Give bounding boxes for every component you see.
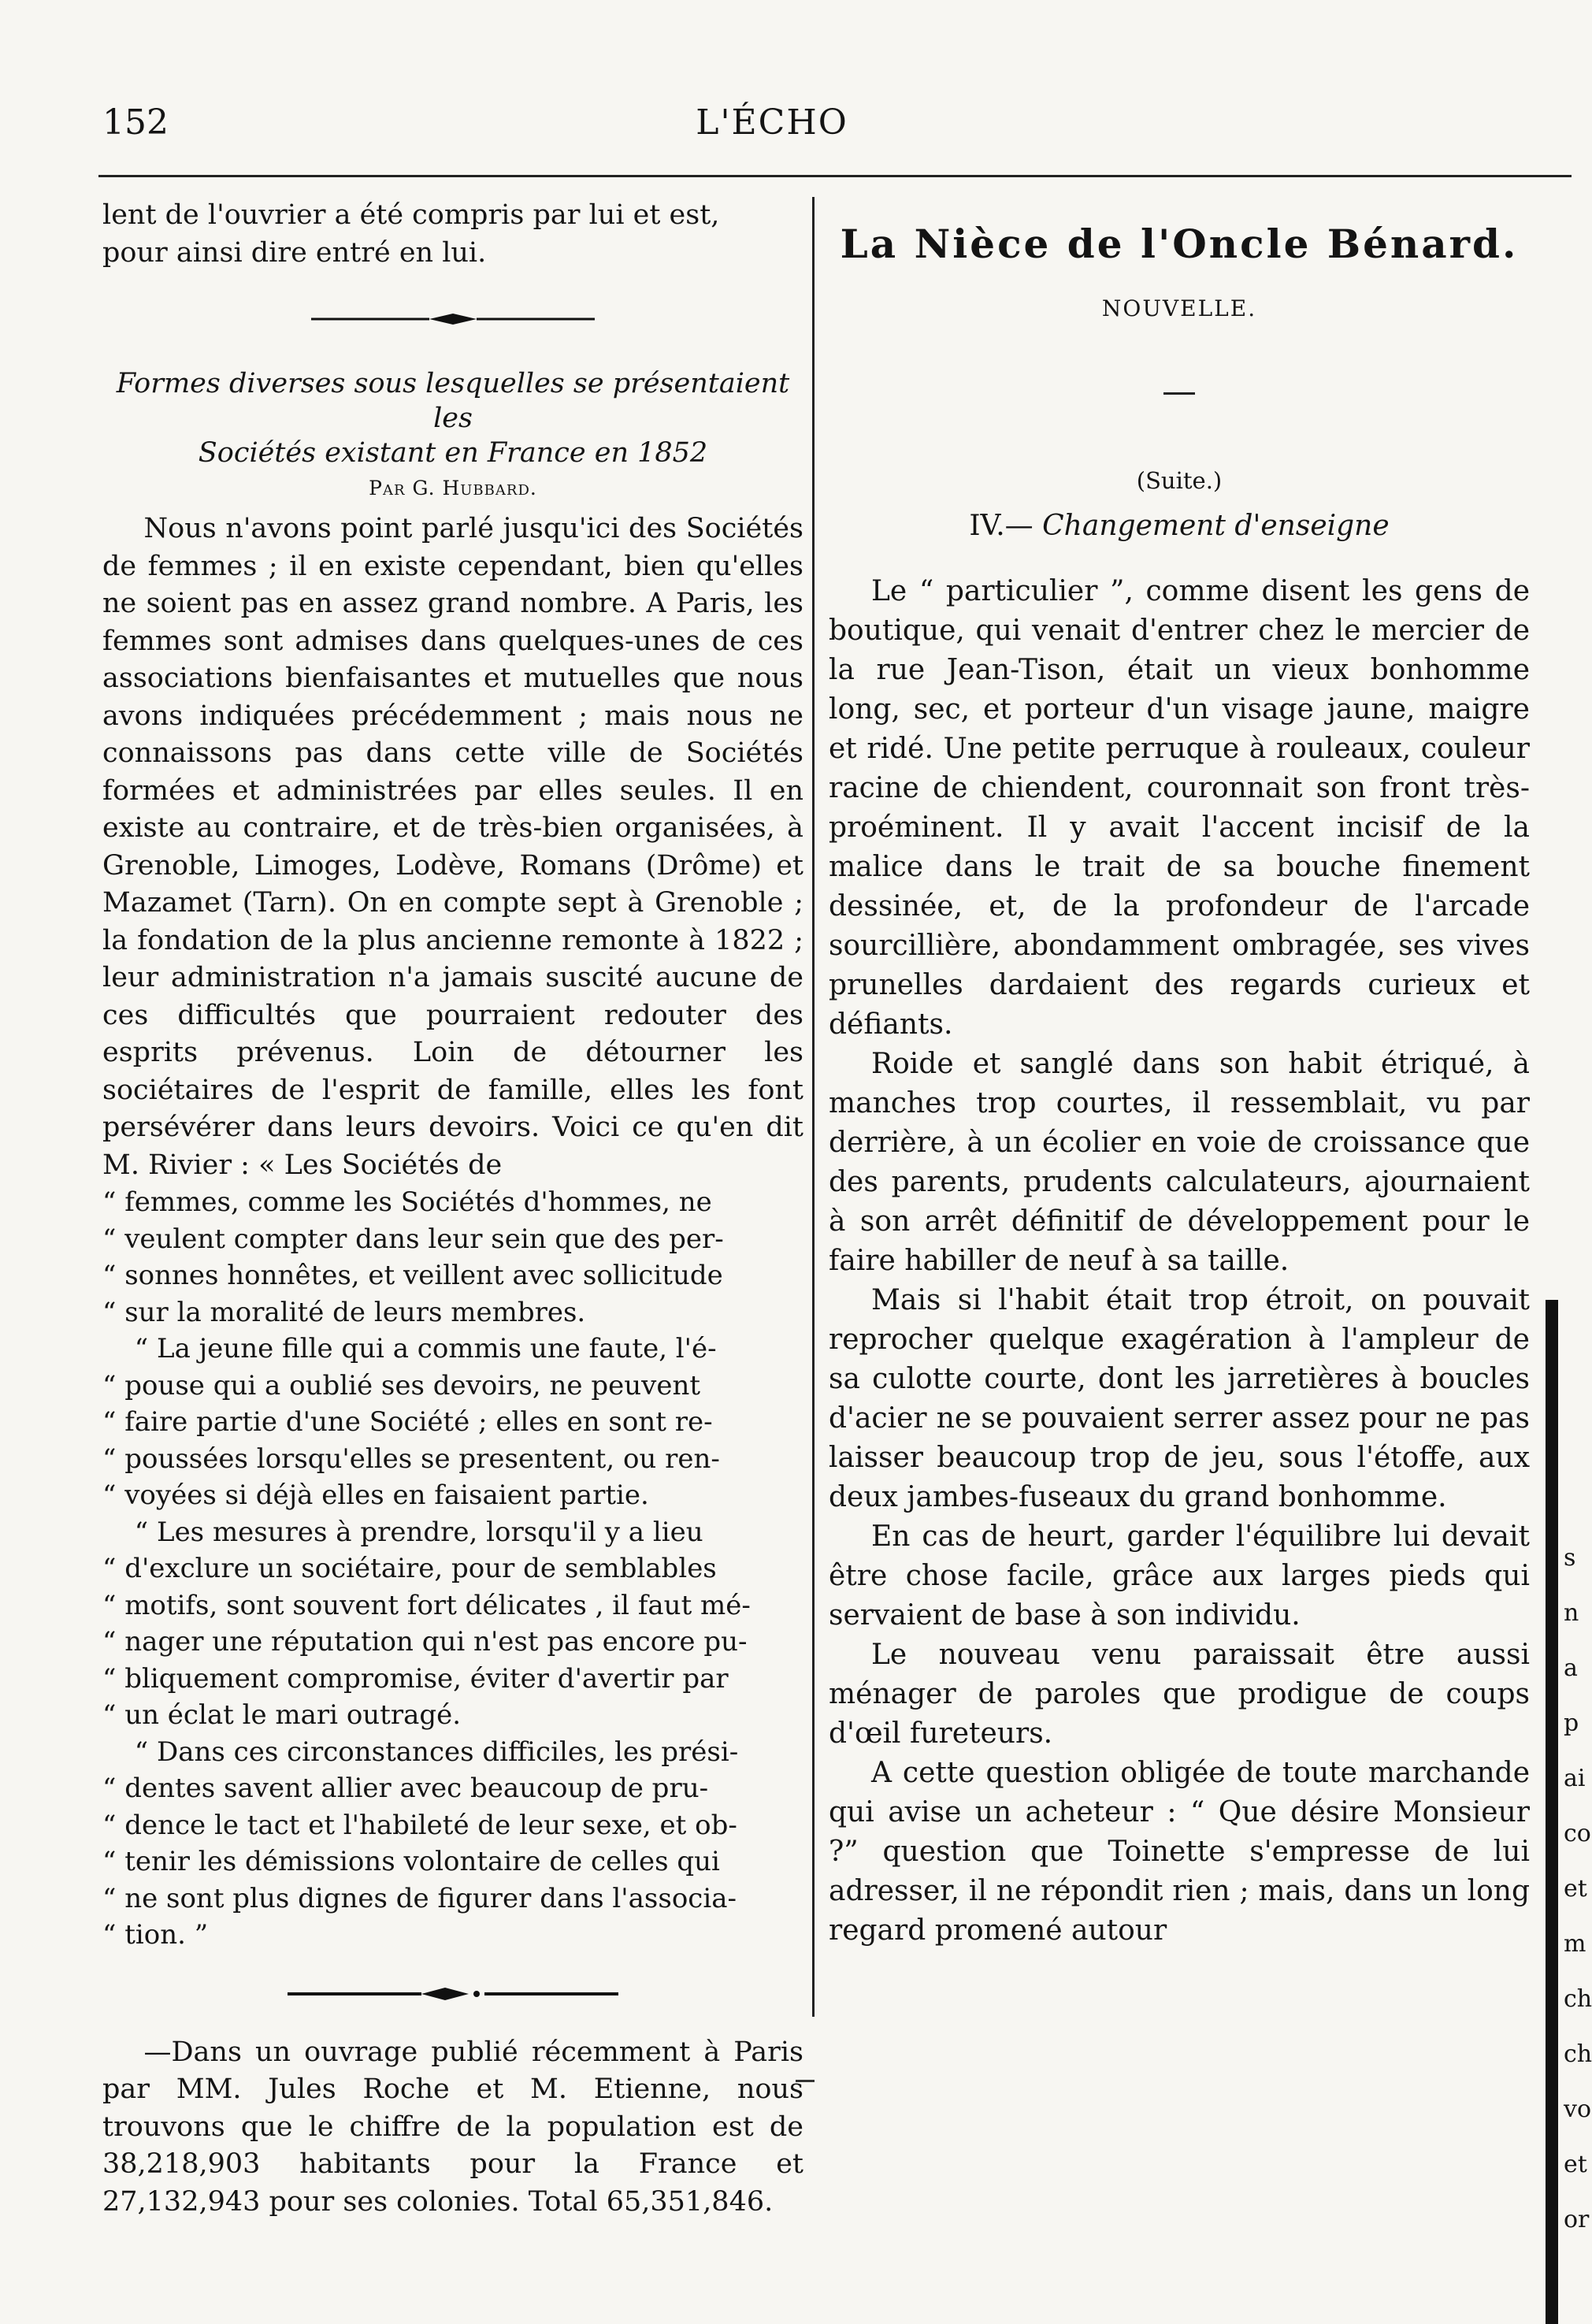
quote-line: “ voyées si déjà elles en faisaient partie. — [102, 1479, 649, 1511]
story-paragraph: Roide et sanglé dans son habit étriqué, à manches trop courtes, il ressemblait, vu par derrière, à un écolier en voie de croissance que des parents, prudents calculateurs, ajournaient à son arrêt définitif de développement pour le faire habiller de neuf à sa taille. — [829, 1048, 1530, 1277]
adjacent-page-edge — [1546, 1300, 1558, 2324]
quote-opening: « Les Sociétés de — [258, 1149, 503, 1181]
quote-line: “ tion. ” — [102, 1919, 209, 1951]
quote-line: “ tenir les démissions volontaire de celles qui — [102, 1846, 720, 1877]
ornament-divider — [288, 1985, 618, 2003]
edge-fragment: a — [1564, 1654, 1578, 1682]
intro-line: pour ainsi dire entré en lui. — [102, 236, 487, 269]
article-title: Formes diverses sous lesquelles se présentaient les — [116, 368, 790, 434]
story-paragraph: Mais si l'habit était trop étroit, on pouvait reprocher quelque exagération à l'ampleur de sa culotte courte, dont les jarretières à boucles d'acier ne se pouvaient serrer assez pour ne pas laisser beaucoup trop de jeu, sous l'étoffe, aux deux jambes-fuseaux du grand bonhomme. — [829, 1284, 1530, 1513]
quote-line: “ veulent compter dans leur sein que des per- — [102, 1223, 724, 1255]
story-paragraph: En cas de heurt, garder l'équilibre lui devait être chose facile, grâce aux larges pieds qui servaient de base à son individu. — [829, 1520, 1530, 1632]
edge-fragment: m — [1564, 1930, 1586, 1958]
page-header — [0, 102, 1544, 158]
story-paragraph: A cette question obligée de toute marchande qui avise un acheteur : “ Que désire Monsieur ?” question que Toinette s'empresse de lui adresser, il ne répondit rien ; mais, dans un long regard promené autour — [829, 1757, 1530, 1947]
chapter-number: IV.— — [969, 510, 1034, 542]
intro-line: lent de l'ouvrier a été compris par lui et est, — [102, 199, 720, 231]
bottom-mark — [796, 2080, 815, 2082]
edge-fragment: vo — [1564, 2096, 1592, 2123]
left-column — [102, 197, 803, 2221]
story-paragraph: Le “ particulier ”, comme disent les gens de boutique, qui venait d'entrer chez le mercier de la rue Jean-Tison, était un vieux bonhomme long, sec, et porteur d'un visage jaune, maigre et ridé. Une petite perruque à rouleaux, couleur racine de chiendent, couronnait son front très-proéminent. Il y avait l'accent incisif de la malice dans le trait de sa bouche finement dessinée, et, de la profondeur de l'arcade sourcillière, abondamment ombragée, ses vives prunelles dardaient des regards curieux et défiants. — [829, 575, 1530, 1041]
story-text — [829, 572, 1530, 1951]
short-dash — [1163, 392, 1195, 395]
note-paragraph: —Dans un ouvrage publié récemment à Paris par MM. Jules Roche et M. Etienne, nous trouvons que le chiffre de la population est de 38,218,903 habitants pour la France et 27,132,943 pour ses colonies. Total 65,351,846. — [102, 2036, 803, 2218]
body-text: Nous n'avons point parlé jusqu'ici des Sociétés de femmes ; il en existe cependant, bien qu'elles ne soient pas en assez grand nombre. A Paris, les femmes sont admises dans quelques-unes de ces associations bienfaisantes et mutuelles que nous avons indiquées précédemment ; mais nous ne connaissons pas dans cette ville de Sociétés formées et administrées par elles seules. Il en existe au contraire, et de très-bien organisées, à Grenoble, Limoges, Lodève, Romans (Drôme) et Mazamet (Tarn). On en compte sept à Grenoble ; la fondation de la plus ancienne remonte à 1822 ; leur administration n'a jamais suscité aucune de ces difficultés que pourraient redouter des esprits prévenus. Loin de détourner les sociétaires de l'esprit de famille, elles les font persévérer dans leurs devoirs. Voici ce qu'en dit M. Rivier : — [102, 513, 803, 1181]
page-number: 152 — [102, 102, 169, 143]
quote-line: “ bliquement compromise, éviter d'avertir par — [102, 1662, 729, 1695]
edge-fragment: p — [1564, 1710, 1579, 1737]
chapter-title: Changement d'enseigne — [1042, 510, 1390, 542]
ornament-divider — [311, 311, 595, 327]
quote-line: “ dence le tact et l'habileté de leur sexe, et ob- — [102, 1809, 737, 1841]
quote-line: “ La jeune fille qui a commis une faute, l'é- — [134, 1333, 717, 1364]
quotation — [102, 1184, 803, 1954]
quote-line: “ ne sont plus dignes de figurer dans l'associa- — [102, 1882, 737, 1914]
quote-line: “ dentes savent allier avec beaucoup de pru- — [102, 1773, 709, 1804]
edge-fragment: et — [1564, 1875, 1587, 1903]
right-column — [829, 197, 1530, 1951]
edge-fragment: or — [1564, 2206, 1590, 2233]
edge-fragment: n — [1564, 1599, 1579, 1627]
edge-fragment: ai — [1564, 1765, 1586, 1792]
story-title: La Nièce de l'Oncle Bénard. — [840, 221, 1519, 267]
quote-line: “ d'exclure un sociétaire, pour de semblables — [102, 1553, 717, 1584]
quote-line: “ faire partie d'une Société ; elles en sont re- — [102, 1406, 713, 1438]
quote-line: “ femmes, comme les Sociétés d'hommes, ne — [102, 1186, 712, 1218]
quote-line: “ nager une réputation qui n'est pas encore pu- — [102, 1626, 748, 1658]
article-title: Sociétés existant en France en 1852 — [198, 437, 708, 469]
header-rule — [98, 175, 1572, 177]
quote-line: “ sur la moralité de leurs membres. — [102, 1296, 586, 1328]
edge-fragment: s — [1564, 1544, 1576, 1572]
quote-line: “ Les mesures à prendre, lorsqu'il y a lieu — [134, 1516, 703, 1548]
quote-line: “ Dans ces circonstances difficiles, les prési- — [134, 1736, 739, 1768]
quote-line: “ motifs, sont souvent fort délicates , il faut mé- — [102, 1589, 751, 1621]
quote-line: “ poussées lorsqu'elles se presentent, ou ren- — [102, 1442, 720, 1475]
edge-fragment: ch — [1564, 2040, 1592, 2068]
running-title: L'ÉCHO — [696, 102, 848, 143]
story-subtitle: NOUVELLE. — [1101, 295, 1257, 321]
edge-fragment: ch — [1564, 1985, 1592, 2013]
edge-fragment: co — [1564, 1820, 1591, 1847]
story-paragraph: Le nouveau venu paraissait être aussi ménager de paroles que prodigue de coups d'œil fureteurs. — [829, 1639, 1530, 1750]
quote-line: “ sonnes honnêtes, et veillent avec sollicitude — [102, 1260, 723, 1291]
edge-fragment: et — [1564, 2151, 1587, 2178]
quote-line: “ un éclat le mari outragé. — [102, 1699, 462, 1731]
column-divider — [812, 197, 815, 2017]
chapter-heading — [829, 510, 1530, 542]
article-author: Par G. Hubbard. — [369, 477, 537, 499]
suite-label: (Suite.) — [1136, 467, 1223, 494]
quote-line: “ pouse qui a oublié ses devoirs, ne peuvent — [102, 1369, 701, 1401]
body-paragraph — [102, 510, 803, 1184]
